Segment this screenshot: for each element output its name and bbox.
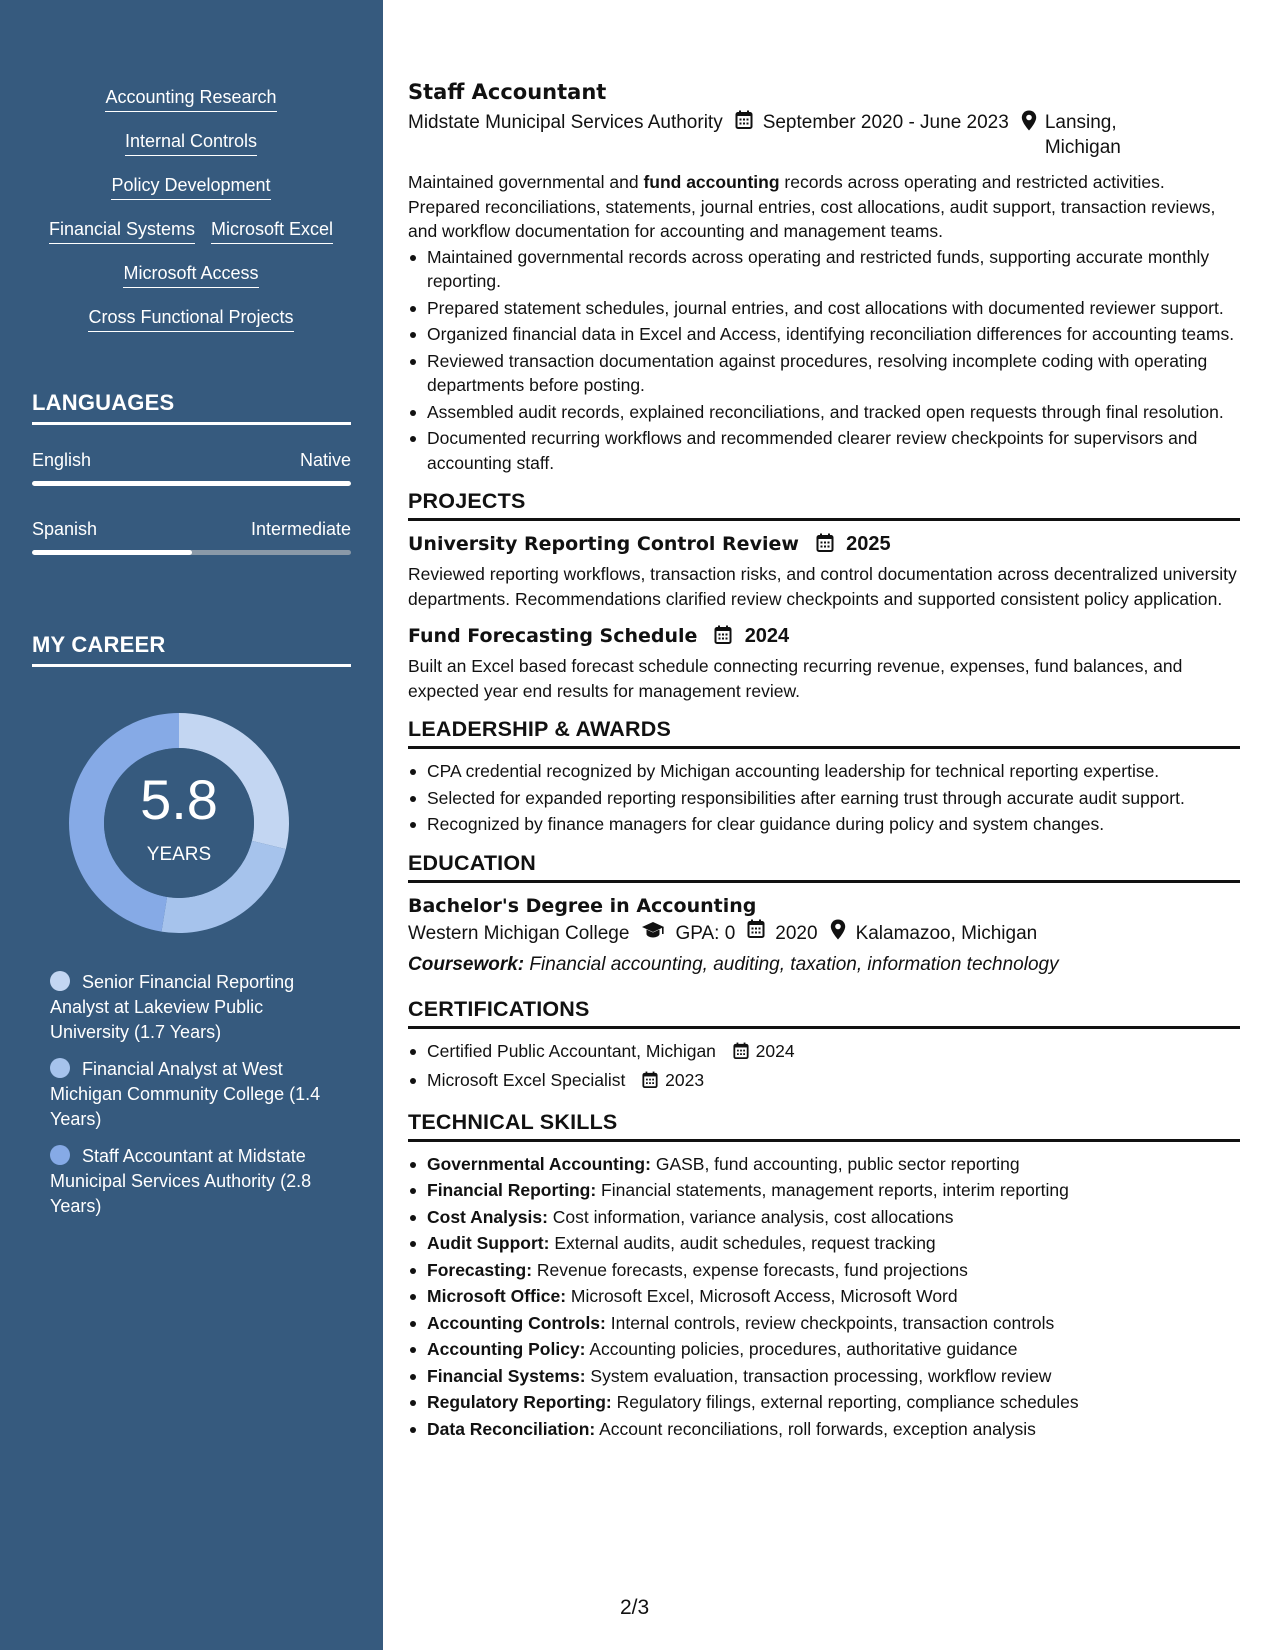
- language-bar-fill: [32, 481, 351, 486]
- skill-tag: Policy Development: [111, 174, 270, 200]
- list-item: Reviewed transaction documentation against procedures, resolving incomplete coding with operating departments before posting.: [408, 349, 1240, 398]
- calendar-icon: [733, 1042, 749, 1067]
- job-title: Staff Accountant: [408, 80, 607, 104]
- career-donut-chart: [66, 710, 292, 936]
- skill-label: Regulatory Reporting:: [427, 1392, 612, 1412]
- career-heading: MY CAREER: [32, 632, 351, 667]
- summary-text: Maintained governmental and: [408, 172, 644, 192]
- skill-label: Governmental Accounting:: [427, 1153, 651, 1174]
- list-item: [408, 1364, 1240, 1389]
- skill-label: Data Reconciliation:: [427, 1418, 596, 1439]
- career-years-label: YEARS: [146, 844, 212, 865]
- career-item-text: Senior Financial Reporting Analyst at Lakeview Public University (1.7 Years): [50, 972, 295, 1042]
- job-summary: [408, 170, 1240, 244]
- coursework-text: Financial accounting, auditing, taxation, information technology: [524, 953, 1059, 975]
- skill-label: Financial Systems:: [427, 1365, 586, 1386]
- skill-label: Microsoft Office:: [427, 1286, 567, 1306]
- language-item: [32, 450, 351, 486]
- job-bullets: [408, 245, 1240, 476]
- leadership-heading: LEADERSHIP & AWARDS: [408, 717, 1240, 749]
- calendar-icon: [714, 625, 732, 652]
- skill-tag: Internal Controls: [125, 130, 257, 156]
- location-pin-icon: [1021, 110, 1037, 138]
- skill-value: System evaluation, transaction processing, workflow review: [585, 1365, 1052, 1386]
- school-location: Kalamazoo, Michigan: [855, 922, 1038, 944]
- certifications-heading: CERTIFICATIONS: [408, 997, 1240, 1029]
- project-item: [408, 531, 1240, 611]
- skill-value: Regulatory filings, external reporting, compliance schedules: [611, 1392, 1079, 1412]
- leadership-list: [408, 759, 1240, 837]
- calendar-icon: [735, 110, 753, 137]
- skill-label: Financial Reporting:: [427, 1180, 597, 1200]
- career-dot-icon: [50, 1145, 70, 1165]
- language-bar: [32, 550, 351, 555]
- project-title: Fund Forecasting Schedule: [408, 625, 698, 647]
- list-item: Selected for expanded reporting responsibilities after earning trust through accurate audit support.: [408, 786, 1240, 811]
- career-item-text: Financial Analyst at West Michigan Community College (1.4 Years): [50, 1059, 321, 1129]
- calendar-icon: [642, 1071, 658, 1096]
- list-item: Maintained governmental records across operating and restricted funds, supporting accurate monthly reporting.: [408, 245, 1240, 294]
- skill-row: [30, 86, 352, 112]
- project-year: 2024: [744, 625, 790, 647]
- list-item: [408, 1068, 1240, 1096]
- list-item: [408, 1417, 1240, 1442]
- skill-row: [30, 262, 352, 288]
- career-dot-icon: [50, 971, 70, 991]
- skill-tag: Accounting Research: [105, 86, 276, 112]
- list-item: [408, 1205, 1240, 1230]
- calendar-icon: [816, 533, 834, 560]
- graduation-cap-icon: [641, 920, 665, 948]
- list-item: Assembled audit records, explained reconciliations, and tracked open requests through final resolution.: [408, 400, 1240, 425]
- project-item: [408, 623, 1240, 703]
- language-level: Intermediate: [250, 519, 351, 539]
- language-bar: [32, 481, 351, 486]
- language-name: English: [32, 450, 92, 470]
- skill-label: Accounting Policy:: [427, 1339, 586, 1359]
- career-item-text: Staff Accountant at Midstate Municipal Services Authority (2.8 Years): [50, 1146, 312, 1216]
- skill-value: Revenue forecasts, expense forecasts, fund projections: [532, 1259, 968, 1280]
- list-item: Prepared statement schedules, journal entries, and cost allocations with documented reviewer support.: [408, 296, 1240, 321]
- coursework: [408, 951, 1240, 979]
- list-item: [408, 1311, 1240, 1336]
- list-item: [408, 1337, 1240, 1362]
- language-level: Native: [299, 450, 351, 470]
- certification-name: Certified Public Accountant, Michigan: [427, 1040, 716, 1061]
- project-description: Built an Excel based forecast schedule connecting recurring revenue, expenses, fund balances, and expected year end results for management review.: [408, 656, 1183, 701]
- skill-tag: Financial Systems: [49, 218, 195, 244]
- skill-value: Account reconciliations, roll forwards, exception analysis: [595, 1418, 1036, 1439]
- skill-label: Audit Support:: [427, 1233, 550, 1253]
- skill-tag: Microsoft Access: [123, 262, 258, 288]
- calendar-icon: [747, 919, 765, 948]
- company-name: Midstate Municipal Services Authority: [408, 112, 723, 133]
- list-item: [408, 1390, 1240, 1415]
- list-item: [408, 1284, 1240, 1309]
- list-item: [408, 1039, 1240, 1067]
- gpa: GPA: 0: [675, 922, 736, 944]
- list-item: CPA credential recognized by Michigan accounting leadership for technical reporting expertise.: [408, 759, 1240, 784]
- skill-label: Forecasting:: [427, 1259, 533, 1280]
- language-item: [32, 519, 351, 555]
- skill-value: GASB, fund accounting, public sector reporting: [650, 1153, 1020, 1174]
- list-item: [408, 1231, 1240, 1256]
- skill-row: [30, 306, 352, 332]
- skill-tag: Cross Functional Projects: [88, 306, 293, 332]
- graduation-year: 2020: [775, 922, 818, 944]
- project-description: Reviewed reporting workflows, transaction risks, and control documentation across decentralized university departments. Recommendations clarified review checkpoints and supported consistent policy application.: [408, 564, 1237, 609]
- coursework-label: Coursework:: [408, 953, 525, 975]
- skill-label: Accounting Controls:: [427, 1312, 606, 1333]
- sidebar: [0, 0, 383, 1650]
- list-item: [408, 1152, 1240, 1177]
- list-item: Recognized by finance managers for clear guidance during policy and system changes.: [408, 812, 1240, 837]
- certification-year: 2023: [665, 1070, 705, 1090]
- project-title-line: [408, 531, 1240, 560]
- job-dates: September 2020 - June 2023: [762, 112, 1009, 133]
- main-content: [408, 78, 1240, 1443]
- career-item: [50, 1144, 340, 1219]
- summary-bold: fund accounting: [643, 172, 780, 192]
- skill-value: Cost information, variance analysis, cost allocations: [547, 1206, 954, 1227]
- location-pin-icon: [830, 919, 846, 949]
- project-title: University Reporting Control Review: [408, 533, 799, 555]
- skill-row: [30, 174, 352, 200]
- certification-name: Microsoft Excel Specialist: [427, 1070, 626, 1090]
- certification-year: 2024: [755, 1040, 795, 1061]
- list-item: [408, 1178, 1240, 1203]
- project-title-line: [408, 623, 1240, 652]
- career-list: [50, 970, 340, 1231]
- skill-value: Microsoft Excel, Microsoft Access, Microsoft Word: [566, 1286, 958, 1306]
- projects-heading: PROJECTS: [408, 489, 1240, 521]
- career-item: [50, 1057, 340, 1132]
- education-heading: EDUCATION: [408, 851, 1240, 883]
- skill-tag: Microsoft Excel: [211, 218, 333, 244]
- school-name: Western Michigan College: [408, 922, 630, 944]
- skill-value: External audits, audit schedules, request tracking: [549, 1233, 936, 1253]
- project-year: 2025: [846, 533, 891, 555]
- technical-skills-heading: TECHNICAL SKILLS: [408, 1110, 1240, 1142]
- skill-row: [30, 130, 352, 156]
- skill-row: [30, 218, 352, 244]
- career-total-years: 5.8: [140, 768, 218, 831]
- education-meta: [408, 919, 1240, 949]
- skills-tags: [30, 86, 352, 350]
- certifications-list: [408, 1039, 1240, 1096]
- career-dot-icon: [50, 1058, 70, 1078]
- skill-value: Accounting policies, procedures, authoritative guidance: [585, 1339, 1018, 1359]
- career-item: [50, 970, 340, 1045]
- skill-label: Cost Analysis:: [427, 1206, 548, 1227]
- languages-heading: LANGUAGES: [32, 390, 351, 425]
- summary-text: records across operating and restricted activities. Prepared reconciliations, statements, journal entries, cost allocations, audit support, transaction reviews, and workflow documentation for accounting and management teams.: [408, 172, 1216, 241]
- skill-value: Financial statements, management reports, interim reporting: [596, 1180, 1069, 1200]
- job-meta: [408, 110, 1240, 160]
- page-number: 2/3: [620, 1596, 650, 1619]
- technical-skills-list: [408, 1152, 1240, 1442]
- skill-value: Internal controls, review checkpoints, transaction controls: [605, 1312, 1055, 1333]
- language-name: Spanish: [32, 519, 98, 539]
- language-bar-fill: [32, 550, 192, 555]
- list-item: Documented recurring workflows and recommended clearer review checkpoints for supervisors and accounting staff.: [408, 426, 1240, 475]
- degree-title: Bachelor's Degree in Accounting: [408, 894, 757, 917]
- job-location: Lansing, Michigan: [1044, 112, 1121, 158]
- list-item: Organized financial data in Excel and Access, identifying reconciliation differences for accounting teams.: [408, 322, 1240, 347]
- list-item: [408, 1258, 1240, 1283]
